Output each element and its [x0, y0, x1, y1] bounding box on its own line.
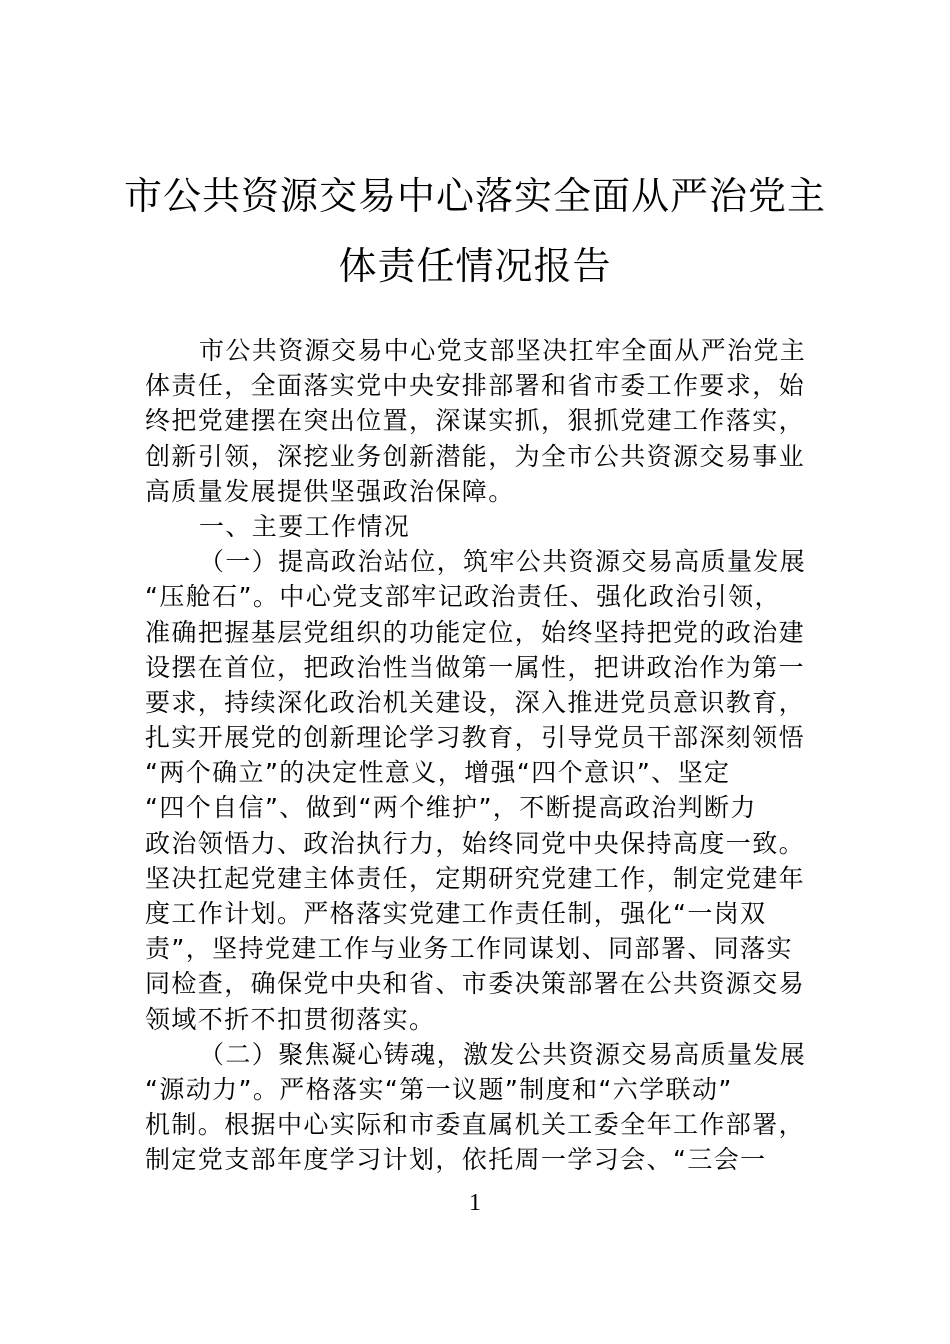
document-title-line-1: 市公共资源交易中心落实全面从严治党主 — [123, 174, 826, 218]
body-line: 领域不折不扣贯彻落实。 — [145, 1004, 436, 1034]
body-line: 创新引领，深挖业务创新潜能，为全市公共资源交易事业 — [145, 441, 806, 471]
body-line: 责”，坚持党建工作与业务工作同谋划、同部署、同落实 — [145, 934, 793, 964]
body-line: 政治领悟力、政治执行力，始终同党中央保持高度一致。 — [145, 828, 806, 858]
body-line: 同检查，确保党中央和省、市委决策部署在公共资源交易 — [145, 969, 806, 999]
body-line: 准确把握基层党组织的功能定位，始终坚持把党的政治建 — [145, 617, 806, 647]
body-line: “压舱石”。中心党支部牢记政治责任、强化政治引领， — [145, 582, 781, 612]
body-line: 终把党建摆在突出位置，深谋实抓，狠抓党建工作落实， — [145, 406, 806, 436]
document-title-line-2: 体责任情况报告 — [338, 244, 612, 288]
body-line: 设摆在首位，把政治性当做第一属性，把讲政治作为第一 — [145, 652, 806, 682]
body-line: 体责任，全面落实党中央安排部署和省市委工作要求，始 — [145, 371, 806, 401]
body-line: 坚决扛起党建主体责任，定期研究党建工作，制定党建年 — [145, 863, 806, 893]
body-line: 扎实开展党的创新理论学习教育，引导党员干部深刻领悟 — [145, 723, 806, 753]
body-line: 市公共资源交易中心党支部坚决扛牢全面从严治党主 — [199, 336, 807, 365]
body-line: 机制。根据中心实际和市委直属机关工委全年工作部署， — [145, 1110, 806, 1140]
page-number: 1 — [469, 1190, 481, 1216]
section-heading: 一、主要工作情况 — [199, 511, 411, 541]
subsection-heading: （二）聚焦凝心铸魂，激发公共资源交易高质量发展 — [199, 1039, 807, 1069]
body-line: “四个自信”、做到“两个维护”，不断提高政治判断力 — [145, 793, 757, 823]
subsection-heading: （一）提高政治站位，筑牢公共资源交易高质量发展 — [199, 547, 807, 577]
document-body — [145, 333, 811, 1178]
body-line: 制定党支部年度学习计划，依托周一学习会、“三会一 — [145, 1145, 767, 1175]
body-line: 高质量发展提供坚强政治保障。 — [145, 476, 515, 506]
body-line: 要求，持续深化政治机关建设，深入推进党员意识教育， — [145, 687, 806, 717]
body-line: “源动力”。严格落实“第一议题”制度和“六学联动” — [145, 1074, 733, 1104]
body-line: 度工作计划。严格落实党建工作责任制，强化“一岗双 — [145, 899, 767, 928]
body-line: “两个确立”的决定性意义，增强“四个意识”、坚定 — [145, 758, 731, 788]
